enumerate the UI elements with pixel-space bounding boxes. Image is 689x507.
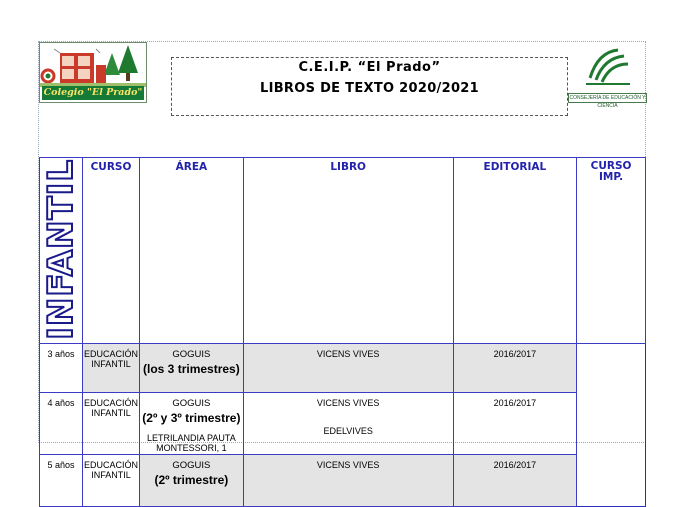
area-cell: EDUCACIÓN INFANTIL	[83, 343, 140, 392]
year-cell: 2016/2017	[453, 343, 577, 392]
editorial-name: VICENS VIVES	[316, 397, 380, 408]
table-row	[40, 343, 646, 392]
year-cell: 2016/2017	[453, 392, 577, 454]
book-cell	[140, 343, 244, 392]
book-title: GOGUIS	[172, 397, 211, 409]
editorial-cell: VICENS VIVES	[243, 343, 453, 392]
book-note: (los 3 trimestres)	[143, 361, 240, 376]
logo-caption: Colegio "El Prado"	[43, 87, 143, 98]
year-cell: 2016/2017	[453, 454, 577, 506]
column-header-area: ÁREA	[140, 158, 244, 344]
area-cell: EDUCACIÓN INFANTIL	[83, 392, 140, 454]
book-title: GOGUIS	[172, 348, 211, 360]
editorial-cell	[243, 392, 453, 454]
level-label: INFANTIL	[41, 159, 81, 340]
column-header-editorial: EDITORIAL	[453, 158, 577, 344]
column-header-year: CURSO IMP.	[577, 158, 646, 344]
area-cell: EDUCACIÓN INFANTIL	[83, 454, 140, 506]
book-note: (2º trimestre)	[154, 472, 229, 487]
school-logo	[39, 42, 147, 103]
book-title: GOGUIS	[172, 459, 211, 471]
book-note: (2º y 3º trimestre)	[142, 410, 241, 425]
book-title-secondary: LETRILANDIA PAUTA MONTESSORI, 1	[147, 432, 236, 453]
title-box	[171, 57, 568, 116]
table-row	[40, 392, 646, 454]
junta-logo	[568, 42, 647, 109]
book-cell	[140, 454, 244, 506]
course-cell: 3 años	[40, 343, 83, 392]
textbook-table	[39, 157, 646, 507]
school-building-illustration	[40, 43, 146, 89]
book-cell	[140, 392, 244, 454]
consejeria-caption: CONSEJERÍA DE EDUCACIÓN Y CIENCIA	[569, 95, 646, 109]
table-row	[40, 454, 646, 506]
level-cell	[40, 158, 83, 344]
course-cell: 5 años	[40, 454, 83, 506]
junta-emblem-icon	[568, 42, 647, 92]
editorial-name-secondary: EDELVIVES	[323, 425, 373, 436]
document-title: LIBROS DE TEXTO 2020/2021	[259, 81, 479, 96]
course-cell: 4 años	[40, 392, 83, 454]
school-name: C.E.I.P. “El Prado”	[298, 60, 441, 75]
column-header-course: CURSO	[83, 158, 140, 344]
editorial-cell: VICENS VIVES	[243, 454, 453, 506]
column-header-book: LIBRO	[243, 158, 453, 344]
